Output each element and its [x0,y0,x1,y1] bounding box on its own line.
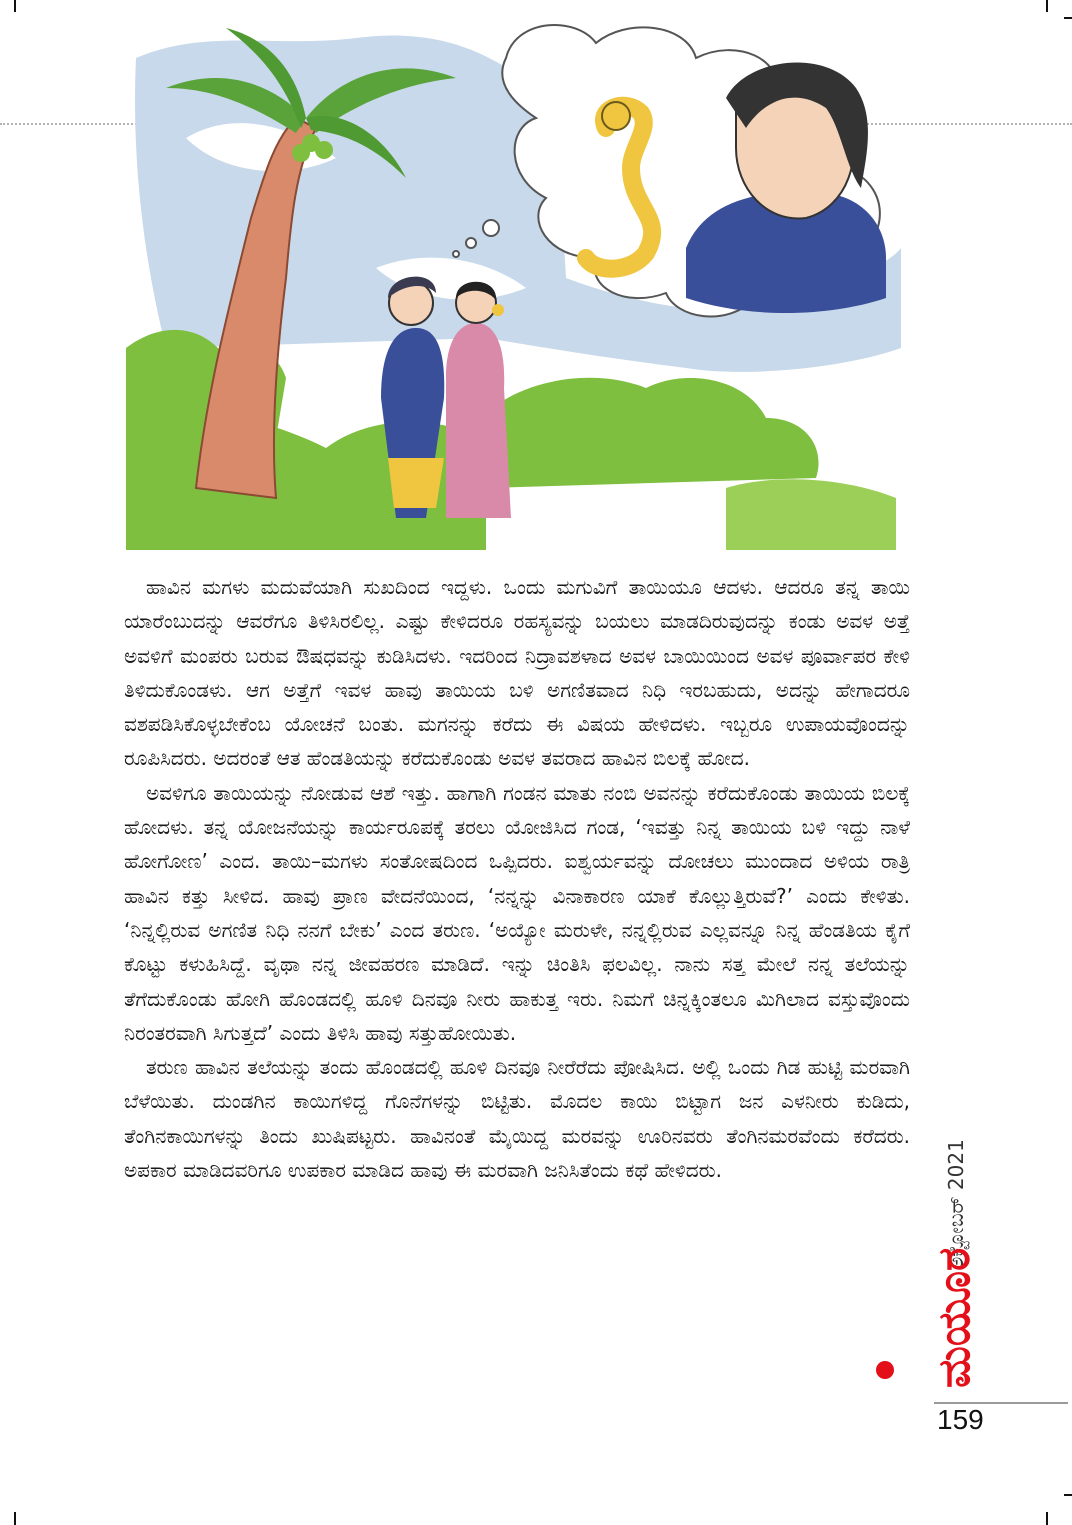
article-paragraph-2: ಅವಳಿಗೂ ತಾಯಿಯನ್ನು ನೋಡುವ ಆಶೆ ಇತ್ತು. ಹಾಗಾಗಿ ಗಂಡನ ಮಾತು ನಂಬಿ ಅವನನ್ನು ಕರೆದುಕೊಂಡು ತಾಯಿಯ ಬಿಲಕ್ಕೆ ಹೋದಳು. ತನ್ನ ಯೋಜನೆಯನ್ನು ಕಾರ್ಯರೂಪಕ್ಕೆ ತರಲು ಯೋಜಿಸಿದ ಗಂಡ, ‘ಇವತ್ತು ನಿನ್ನ ತಾಯಿಯ ಬಳಿ ಇದ್ದು ನಾಳೆ ಹೋಗೋಣ’ ಎಂದ. ತಾಯಿ–ಮಗಳು ಸಂತೋಷದಿಂದ ಒಪ್ಪಿದರು. ಐಶ್ವರ್ಯವನ್ನು ದೋಚಲು ಮುಂದಾದ ಅಳಿಯ ರಾತ್ರಿ ಹಾವಿನ ಕತ್ತು ಸೀಳಿದ. ಹಾವು ಪ್ರಾಣ ವೇದನೆಯಿಂದ, ‘ನನ್ನನ್ನು ವಿನಾಕಾರಣ ಯಾಕೆ ಕೊಲ್ಲುತ್ತಿರುವೆ?’ ಎಂದು ಕೇಳಿತು. ‘ನಿನ್ನಲ್ಲಿರುವ ಅಗಣಿತ ನಿಧಿ ನನಗೆ ಬೇಕು’ ಎಂದ ತರುಣ. ‘ಅಯ್ಯೋ ಮರುಳೇ, ನನ್ನಲ್ಲಿರುವ ಎಲ್ಲವನ್ನೂ ನಿನ್ನ ಹೆಂಡತಿಯ ಕೈಗೆ ಕೊಟ್ಟು ಕಳುಹಿಸಿದ್ದೆ. ವೃಥಾ ನನ್ನ ಜೀವಹರಣ ಮಾಡಿದೆ. ಇನ್ನು ಚಿಂತಿಸಿ ಫಲವಿಲ್ಲ. ನಾನು ಸತ್ತ ಮೇಲೆ ನನ್ನ ತಲೆಯನ್ನು ತೆಗೆದುಕೊಂಡು ಹೋಗಿ ಹೊಂಡದಲ್ಲಿ ಹೂಳಿ ದಿನವೂ ನೀರು ಹಾಕುತ್ತ ಇರು. ನಿಮಗೆ ಚಿನ್ನಕ್ಕಿಂತಲೂ ಮಿಗಿಲಾದ ವಸ್ತುವೊಂದು ನಿರಂತರವಾಗಿ ಸಿಗುತ್ತದೆ’ ಎಂದು ತಿಳಿಸಿ ಹಾವು ಸತ್ತುಹೋಯಿತು. [124,780,910,1045]
issue-date: ಅಕ್ಟೋಬರ್ 2021 [944,1139,968,1270]
crop-mark-top-right [1046,0,1048,12]
article-body [124,570,910,1187]
article-paragraph-3: ತರುಣ ಹಾವಿನ ತಲೆಯನ್ನು ತಂದು ಹೊಂಡದಲ್ಲಿ ಹೂಳಿ ದಿನವೂ ನೀರೆರೆದು ಪೋಷಿಸಿದ. ಅಲ್ಲಿ ಒಂದು ಗಿಡ ಹುಟ್ಟಿ ಮರವಾಗಿ ಬೆಳೆಯಿತು. ದುಂಡಗಿನ ಕಾಯಿಗಳಿದ್ದ ಗೊನೆಗಳನ್ನು ಬಿಟ್ಟಿತು. ಮೊದಲ ಕಾಯಿ ಬಿಟ್ಟಾಗ ಜನ ಎಳನೀರು ಕುಡಿದು, ತೆಂಗಿನಕಾಯಿಗಳನ್ನು ತಿಂದು ಖುಷಿಪಟ್ಟರು. ಹಾವಿನಂತೆ ಮೈಯಿದ್ದ ಮರವನ್ನು ಊರಿನವರು ತೆಂಗಿನಮರವೆಂದು ಕರೆದರು. ಅಪಕಾರ ಮಾಡಿದವರಿಗೂ ಉಪಕಾರ ಮಾಡಿದ ಹಾವು ಈ ಮರವಾಗಿ ಜನಿಸಿತೆಂದು ಕಥೆ ಹೇಳಿದರು. [124,1055,910,1183]
crop-mark-bottom-right [1046,1512,1048,1525]
crop-mark-top-left [14,0,16,12]
crop-mark-right-upper [1064,17,1072,19]
coconut-tree-couple-snake-illustration-icon [126,18,904,550]
crop-mark-bottom-left [14,1512,16,1525]
page-number: 159 [937,1404,984,1435]
magazine-sidebar [925,1090,980,1390]
end-of-article-dot [876,1361,894,1379]
magazine-name: ಮಯೂರ [929,1247,980,1388]
crop-mark-right-lower [1064,1494,1072,1496]
article-paragraph-1: ಹಾವಿನ ಮಗಳು ಮದುವೆಯಾಗಿ ಸುಖದಿಂದ ಇದ್ದಳು. ಒಂದು ಮಗುವಿಗೆ ತಾಯಿಯೂ ಆದಳು. ಆದರೂ ತನ್ನ ತಾಯಿ ಯಾರೆಂಬುದನ್ನು ಆವರೆಗೂ ತಿಳಿಸಿರಲಿಲ್ಲ. ಎಷ್ಟು ಕೇಳಿದರೂ ರಹಸ್ಯವನ್ನು ಬಯಲು ಮಾಡದಿರುವುದನ್ನು ಕಂಡು ಅವಳ ಅತ್ತೆ ಅವಳಿಗೆ ಮಂಪರು ಬರುವ ಔಷಧವನ್ನು ಕುಡಿಸಿದಳು. ಇದರಿಂದ ನಿದ್ರಾವಶಳಾದ ಅವಳ ಬಾಯಿಯಿಂದ ಅವಳ ಪೂರ್ವಾಪರ ಕೇಳಿ ತಿಳಿದುಕೊಂಡಳು. ಆಗ ಅತ್ತೆಗೆ ಇವಳ ಹಾವು ತಾಯಿಯ ಬಳಿ ಅಗಣಿತವಾದ ನಿಧಿ ಇರಬಹುದು, ಅದನ್ನು ಹೇಗಾದರೂ ವಶಪಡಿಸಿಕೊಳ್ಳಬೇಕೆಂಬ ಯೋಚನೆ ಬಂತು. ಮಗನನ್ನು ಕರೆದು ಈ ವಿಷಯ ಹೇಳಿದಳು. ಇಬ್ಬರೂ ಉಪಾಯವೊಂದನ್ನು ರೂಪಿಸಿದರು. ಅದರಂತೆ ಆತ ಹೆಂಡತಿಯನ್ನು ಕರೆದುಕೊಂಡು ಅವಳ ತವರಾದ ಹಾವಿನ ಬಿಲಕ್ಕೆ ಹೋದ. [124,575,910,771]
